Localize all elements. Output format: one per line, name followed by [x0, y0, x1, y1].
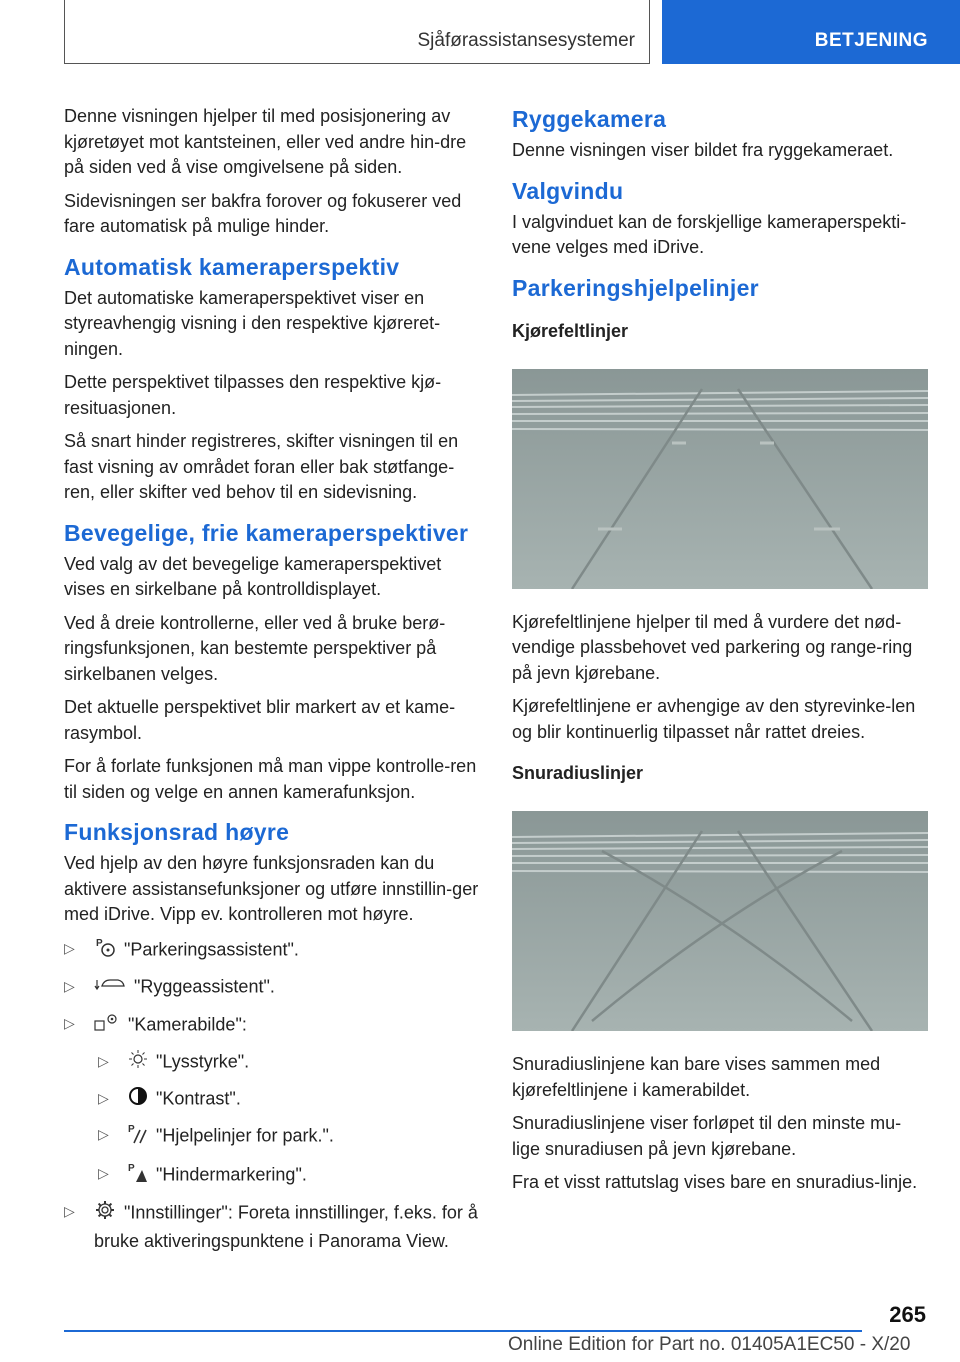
bullet-marker: ▷ [98, 1164, 109, 1181]
paragraph: Snuradiuslinjene viser forløpet til den minste mu-lige snuradiusen på jevn kjørebane. [512, 1113, 902, 1159]
subheading-turning-radius-lines: Snuradiuslinjer [512, 763, 644, 783]
bullet-marker: ▷ [98, 1126, 109, 1142]
list-item-parking-assistant [64, 936, 480, 966]
parking-guidelines-icon [128, 1122, 148, 1152]
list-item-obstacle-marking [98, 1161, 480, 1191]
paragraph: Det aktuelle perspektivet blir markert av et kame-rasymbol. [64, 697, 456, 743]
list-item-reverse-assistant [64, 974, 480, 1002]
footer-edition: Online Edition for Part no. 01405A1EC50 - X/20 [508, 1334, 911, 1355]
bullet-marker: ▷ [64, 1014, 75, 1031]
list-item-label: "Kontrast". [156, 1088, 241, 1108]
lane-lines-illustration [512, 369, 928, 589]
brightness-icon [128, 1049, 148, 1077]
bullet-marker: ▷ [64, 978, 75, 994]
svg-text:P: P [96, 937, 103, 949]
paragraph: Ved hjelp av den høyre funksjonsraden kan du aktivere assistansefunksjoner og utføre innstillin-ger med iDrive. Vipp ev. kontrolleren mot høyre. [64, 853, 479, 924]
subheading-lane-lines: Kjørefeltlinjer [512, 320, 629, 341]
bullet-marker: ▷ [64, 939, 75, 956]
paragraph: Ved valg av det bevegelige kameraperspektivet vises en sirkelbane på kontrolldisplayet. [64, 553, 442, 599]
paragraph: Dette perspektivet tilpasses den respektive kjø-resituasjonen. [64, 372, 442, 418]
header-section-box [64, 0, 650, 64]
heading-selection-window: Valgvindu [512, 177, 624, 204]
contrast-icon [128, 1086, 148, 1114]
reverse-assistant-icon [94, 974, 126, 1002]
list-item-parking-guidelines [98, 1122, 480, 1152]
paragraph: Denne visningen viser bildet fra ryggekameraet. [512, 140, 894, 160]
function-list [64, 936, 480, 1255]
bullet-marker: ▷ [98, 1089, 109, 1106]
svg-text:P: P [128, 1162, 135, 1174]
camera-image-icon [94, 1011, 120, 1041]
heading-automatic-perspective: Automatisk kameraperspektiv [64, 253, 400, 280]
footer-divider [64, 1330, 862, 1332]
heading-function-bar-right: Funksjonsrad høyre [64, 819, 290, 845]
turning-radius-illustration [512, 811, 928, 1031]
list-item-label: "Kamerabilde": [128, 1014, 247, 1034]
list-item-label: "Hindermarkering". [156, 1164, 307, 1184]
paragraph: Fra et visst rattutslag vises bare en snuradius-linje. [512, 1172, 918, 1192]
list-item-settings [64, 1199, 480, 1254]
paragraph: Kjørefeltlinjene er avhengige av den styrevinke-len og blir kontinuerlig tilpasset når rattet dreies. [512, 696, 916, 742]
left-column [64, 104, 480, 1263]
paragraph: Denne visningen hjelper til med posisjonering av kjøretøyet mot kantsteinen, eller ved andre hin-dre på siden ved å vise omgivelsene på siden. [64, 106, 467, 177]
list-item-brightness [98, 1049, 480, 1077]
obstacle-marking-icon [128, 1161, 148, 1191]
svg-text:P: P [128, 1124, 135, 1135]
paragraph: Så snart hinder registreres, skifter visningen til en fast visning av området foran eller bak støtfange-ren, eller skifter ved behov til en sidevisning. [64, 431, 459, 502]
list-item-camera-image [64, 1011, 480, 1041]
list-item-label: "Ryggeassistent". [134, 976, 275, 997]
heading-parking-guidelines: Parkeringshjelpelinjer [512, 274, 759, 301]
parking-assistant-icon [94, 936, 116, 966]
right-column [512, 104, 928, 1204]
list-item-label: "Hjelpelinjer for park.". [156, 1125, 334, 1146]
paragraph: For å forlate funksjonen må man vippe kontrolle-ren til siden og velge en annen kamerafunksjon. [64, 756, 477, 802]
paragraph: I valgvinduet kan de forskjellige kameraperspekti-vene velges med iDrive. [512, 211, 907, 257]
header-chapter-tab [662, 0, 960, 64]
list-item-contrast [98, 1086, 480, 1114]
page-number: 265 [889, 1302, 926, 1327]
heading-rear-camera: Ryggekamera [512, 106, 667, 132]
list-item-label: "Parkeringsassistent". [124, 939, 299, 959]
paragraph: Sidevisningen ser bakfra forover og fokuserer ved fare automatisk på mulige hinder. [64, 190, 462, 236]
paragraph: Kjørefeltlinjene hjelper til med å vurdere det nød-vendige plassbehovet ved parkering og range-ring på jevn kjørebane. [512, 611, 913, 683]
header-section-title: Sjåførassistansesystemer [417, 30, 635, 51]
paragraph: Ved å dreie kontrollerne, eller ved å bruke berø-ringsfunksjonen, kan bestemte perspektiver på sirkelbanen velges. [64, 612, 446, 684]
paragraph: Det automatiske kameraperspektivet viser en styreavhengig visning i den respektive kjøreret-ningen. [64, 287, 441, 359]
list-item-label: "Lysstyrke". [156, 1051, 250, 1072]
list-item-label: "Innstillinger": Foreta innstillinger, f.eks. for å bruke aktiveringspunktene i Panorama View. [94, 1202, 478, 1251]
gear-icon [94, 1199, 116, 1229]
bullet-marker: ▷ [98, 1053, 109, 1069]
heading-movable-perspectives: Bevegelige, frie kameraperspektiver [64, 519, 469, 546]
paragraph: Snuradiuslinjene kan bare vises sammen med kjørefeltlinjene i kamerabildet. [512, 1054, 881, 1100]
header-chapter-title: BETJENING [814, 30, 928, 51]
bullet-marker: ▷ [64, 1203, 75, 1219]
